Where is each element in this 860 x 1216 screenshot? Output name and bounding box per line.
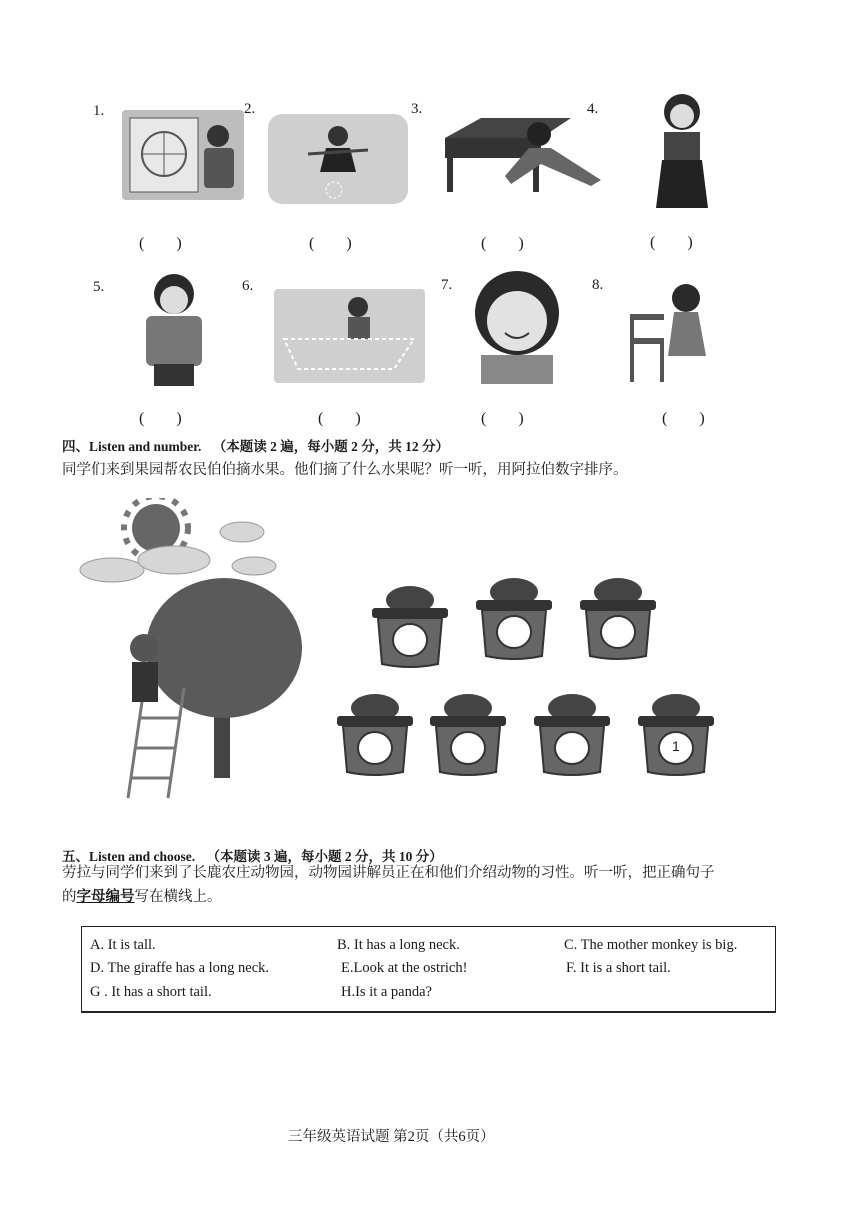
fruit-basket-strawberries: [428, 688, 508, 778]
section4-instruction: 同学们来到果园帮农民伯伯摘水果。他们摘了什么水果呢？听一听，用阿拉伯数字排序。: [62, 462, 628, 478]
item-number: 5.: [93, 279, 105, 295]
fruit-basket-watermelon: [578, 572, 658, 662]
instruction-underlined: 字母编号: [76, 889, 135, 905]
instruction-prefix: 的: [62, 889, 77, 905]
fruit-basket-apples: [636, 688, 716, 778]
picture-girl-standing: [650, 90, 714, 212]
picture-boy-pointing-at-globe-map: [122, 110, 244, 200]
orchard-illustration: [74, 498, 314, 802]
option-e: E.Look at the ostrich!: [341, 960, 468, 976]
answer-blank[interactable]: ( ): [650, 234, 693, 251]
section5-instruction-line2: [62, 884, 222, 910]
item-number: 4.: [587, 101, 599, 117]
picture-smiling-girl: [461, 263, 574, 384]
item-number: 3.: [411, 101, 423, 117]
basket-number-circle[interactable]: 1: [672, 738, 680, 754]
girl-balancing-on-stone-icon: [268, 114, 408, 204]
bananas-icon: [370, 580, 450, 670]
answer-blank[interactable]: ( ): [662, 410, 705, 427]
girl-standing-icon: [650, 90, 714, 212]
section4-title: 四、Listen and number.: [62, 439, 202, 454]
section5-instruction-line1: 劳拉与同学们来到了长鹿农庄动物园，动物园讲解员正在和他们介绍动物的习性。听一听，把正确句子: [62, 865, 715, 881]
fruit-basket-bananas: [370, 580, 450, 670]
section5-note: （本题读 3 遍，每小题 2 分，共 10 分）: [206, 849, 443, 864]
item-number: 7.: [441, 277, 453, 293]
child-under-desk-icon: [441, 114, 613, 196]
answer-blank[interactable]: ( ): [309, 235, 352, 252]
grapes-icon: [335, 688, 415, 778]
fruit-basket-mixed-fruit: [474, 572, 554, 662]
answer-blank[interactable]: ( ): [318, 410, 361, 427]
section4-heading: [62, 435, 449, 455]
smiling-girl-portrait-icon: [461, 263, 574, 384]
girl-sitting-in-boat-icon: [274, 289, 425, 383]
option-c: C. The mother monkey is big.: [564, 937, 738, 953]
item-number: 2.: [244, 101, 256, 117]
answer-blank[interactable]: ( ): [139, 235, 182, 252]
option-a: A. It is tall.: [90, 937, 156, 953]
picture-child-under-desk: [441, 114, 613, 196]
ladder-icon: [128, 688, 184, 798]
picture-boy-standing: [128, 268, 218, 390]
watermelon-icon: [578, 572, 658, 662]
pears-icon: [532, 688, 612, 778]
answer-blank[interactable]: ( ): [481, 235, 524, 252]
page-footer: 三年级英语试题 第2页（共6页）: [288, 1129, 495, 1145]
boy-standing-icon: [128, 268, 218, 390]
option-b: B. It has a long neck.: [337, 937, 460, 953]
picture-girl-balancing: [268, 114, 408, 204]
item-number: 8.: [592, 277, 604, 293]
apples-icon: [636, 688, 716, 778]
picture-girl-in-boat: [274, 289, 425, 383]
instruction-suffix: 写在横线上。: [134, 889, 222, 905]
strawberries-icon: [428, 688, 508, 778]
item-number: 1.: [93, 103, 105, 119]
option-h: H.Is it a panda?: [341, 984, 432, 1000]
picture-girl-beside-chair: [622, 276, 720, 384]
fruit-basket-grapes: [335, 688, 415, 778]
section5-title: 五、Listen and choose.: [62, 849, 196, 864]
option-d: D. The giraffe has a long neck.: [90, 960, 270, 976]
option-f: F. It is a short tail.: [566, 960, 671, 976]
mixed-fruit-icon: [474, 572, 554, 662]
option-g: G . It has a short tail.: [90, 984, 212, 1000]
section4-note: （本题读 2 遍，每小题 2 分，共 12 分）: [212, 439, 450, 454]
answer-blank[interactable]: ( ): [481, 410, 524, 427]
boy-picking-fruit-icon: [130, 634, 158, 702]
girl-beside-chair-icon: [622, 276, 720, 384]
answer-blank[interactable]: ( ): [139, 410, 182, 427]
boy-pointing-at-globe-map-icon: [122, 110, 244, 200]
fruit-basket-pears: [532, 688, 612, 778]
item-number: 6.: [242, 278, 254, 294]
